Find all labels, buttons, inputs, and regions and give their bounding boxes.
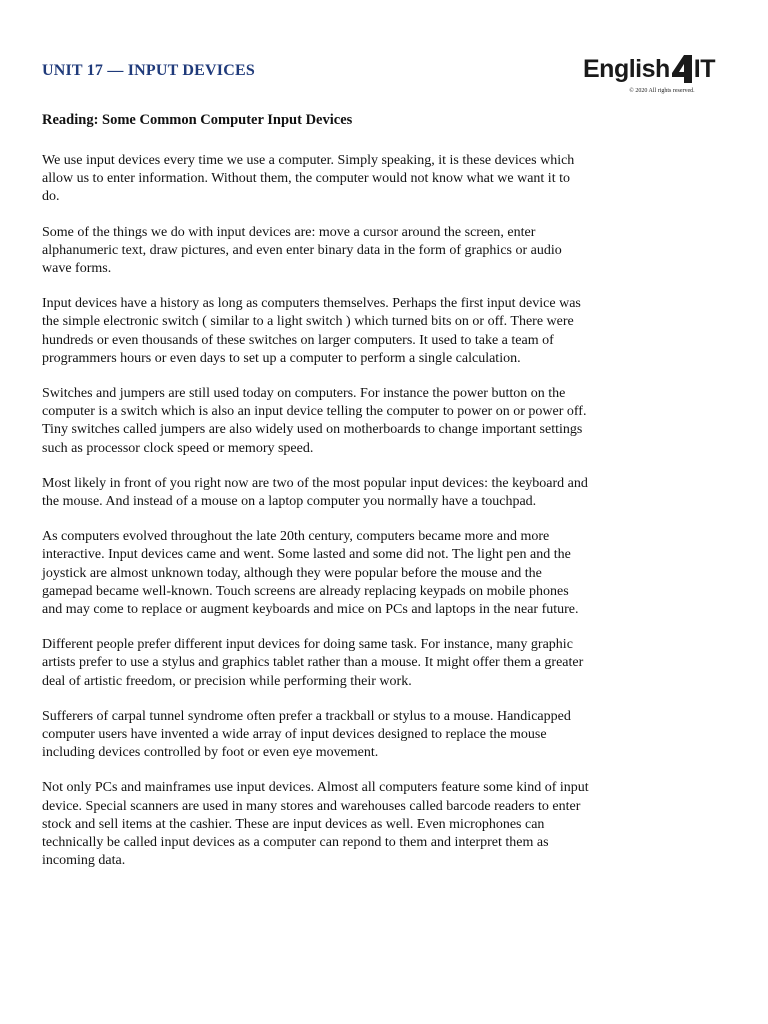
reading-title: Reading: Some Common Computer Input Devices xyxy=(42,112,353,128)
paragraph: Sufferers of carpal tunnel syndrome often prefer a trackball or stylus to a mouse. Handicapped computer users have invented a wide array of input devices designed to replace the mouse including devices controlled by foot or even eye movement. xyxy=(42,708,571,761)
logo-text-left: English xyxy=(583,54,670,83)
reading-body xyxy=(42,152,590,888)
paragraph: Input devices have a history as long as computers themselves. Perhaps the first input device was the simple electronic switch ( similar to a light switch ) which turned bits on or off. There were hundreds or even thousands of these switches on larger computers. It used to take a team of programmers hours or even days to set up a computer to perform a single calculation. xyxy=(42,296,581,366)
paragraph: Most likely in front of you right now are two of the most popular input devices: the keyboard and the mouse. And instead of a mouse on a laptop computer you normally have a touchpad. xyxy=(42,475,588,510)
unit-title: UNIT 17 — INPUT DEVICES xyxy=(42,62,255,79)
paragraph: Different people prefer different input devices for doing same task. For instance, many graphic artists prefer to use a stylus and graphics tablet rather than a mouse. It might offer them a greater deal of artistic freedom, or precision while performing their work. xyxy=(42,637,584,689)
paragraph: Switches and jumpers are still used today on computers. For instance the power button on the computer is a switch which is also an input device telling the computer to power on or power off. Tiny switches called jumpers are also widely used on motherboards to change important settings such as processor clock speed or memory speed. xyxy=(42,386,587,456)
paragraph: Some of the things we do with input devices are: move a cursor around the screen, enter alphanumeric text, draw pictures, and even enter binary data in the form of graphics or audio wave forms. xyxy=(42,224,562,277)
paragraph: As computers evolved throughout the late 20th century, computers became more and more interactive. Input devices came and went. Some lasted and some did not. The light pen and the joystick are almost unknown today, although they were popular before the mouse and the gamepad became well-known. Touch screens are already replacing keypads on mobile phones and may come to replace or augment keyboards and mice on PCs and laptops in the near future. xyxy=(42,529,579,618)
paragraph: We use input devices every time we use a computer. Simply speaking, it is these devices which allow us to enter information. Without them, the computer would not know what we want it to do. xyxy=(42,153,575,205)
copyright-notice: © 2020 All rights reserved. xyxy=(629,88,695,94)
english4it-logo xyxy=(583,52,718,86)
paragraph: Not only PCs and mainframes use input devices. Almost all computers feature some kind of input device. Special scanners are used in many stores and warehouses called barcode readers to enter stock and sell items at the cashier. These are input devices as well. Even microphones can technically be called input devices as a computer can repond to them and interpret them as incoming data. xyxy=(42,780,589,869)
english4it-logo-icon xyxy=(671,54,693,84)
logo-text-right: IT xyxy=(693,54,716,83)
